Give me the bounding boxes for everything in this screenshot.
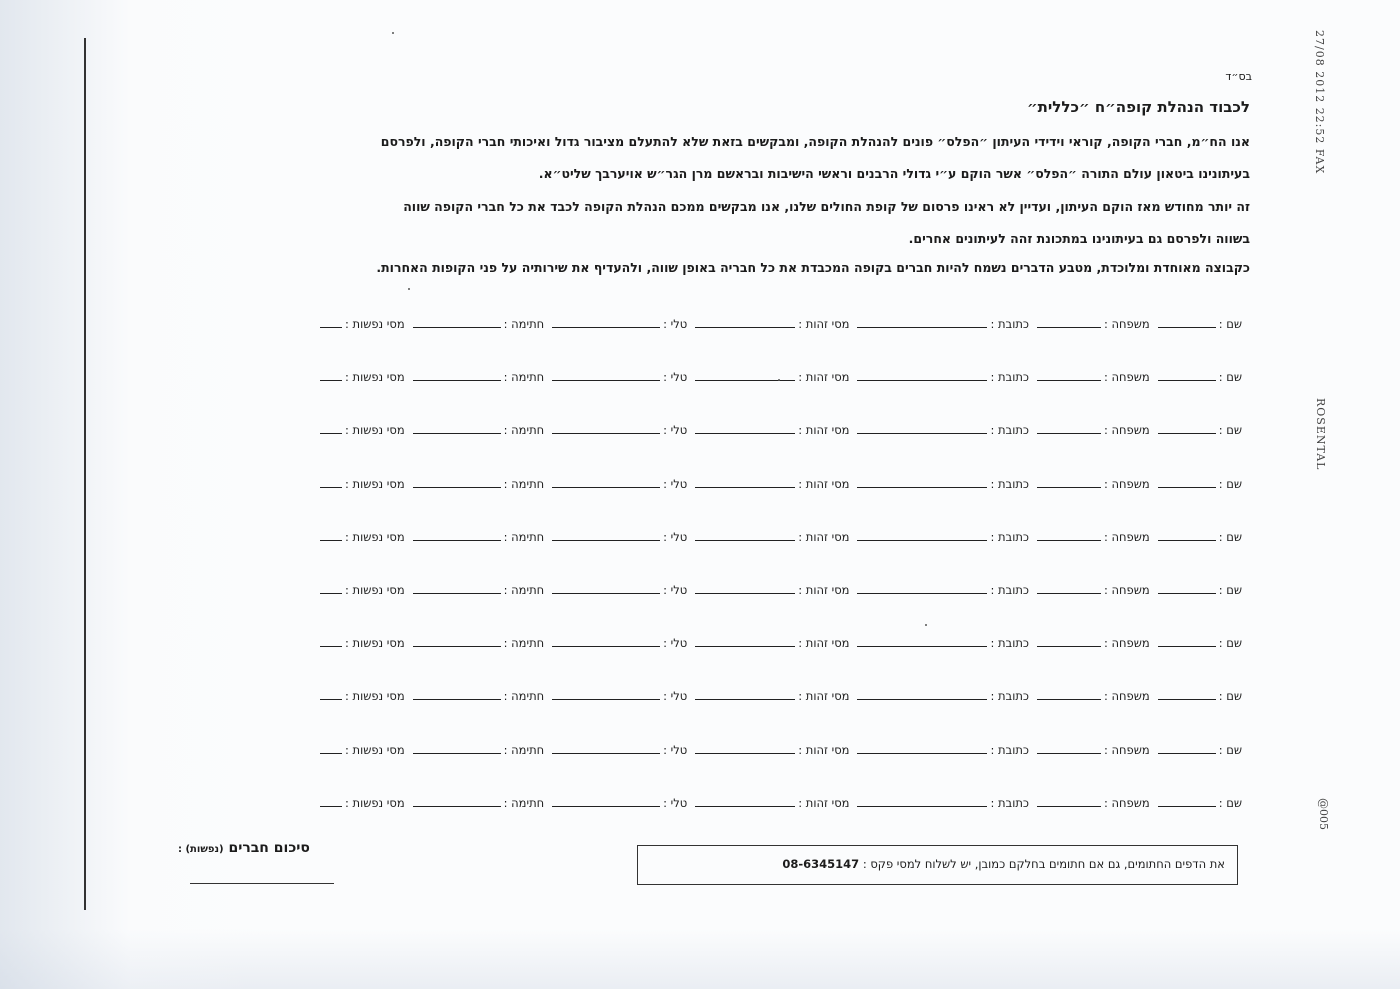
name-blank[interactable] (1158, 795, 1216, 807)
phone-blank[interactable] (552, 742, 660, 754)
fax-sender-name: ROSENTAL (1314, 398, 1327, 471)
family-label: משפחה : (1103, 423, 1150, 438)
fax-page-number: @005 (1317, 798, 1330, 830)
household-size-label: מסי נפשות : (344, 370, 405, 385)
family-field (1037, 476, 1150, 491)
summary-blank-line[interactable] (190, 883, 334, 884)
household-size-field (320, 582, 405, 597)
household-size-blank[interactable] (320, 582, 342, 594)
bsd-header: בס״ד (1225, 70, 1252, 83)
id-number-blank[interactable] (695, 422, 795, 434)
id-number-blank[interactable] (695, 795, 795, 807)
name-field (1158, 635, 1242, 650)
address-field (857, 529, 1029, 544)
family-field (1037, 795, 1150, 810)
family-label: משפחה : (1103, 636, 1150, 651)
scan-speck (925, 624, 927, 626)
form-row (142, 476, 1242, 529)
phone-field (552, 795, 687, 810)
household-size-label: מסי נפשות : (344, 423, 405, 438)
phone-label: טלי : (663, 795, 688, 810)
summary-sub: (נפשות) : (178, 844, 224, 855)
id-number-label: מסי זהות : (798, 529, 850, 544)
family-label: משפחה : (1103, 476, 1150, 491)
name-blank[interactable] (1158, 742, 1216, 754)
signature-label: חתימה : (503, 689, 545, 704)
phone-field (552, 369, 687, 384)
family-blank[interactable] (1037, 742, 1101, 754)
id-number-label: מסי זהות : (798, 317, 850, 331)
phone-blank[interactable] (552, 529, 660, 541)
family-field (1037, 635, 1150, 650)
id-number-label: מסי זהות : (798, 742, 850, 757)
address-label: כתובת : (990, 423, 1029, 438)
household-size-field (320, 369, 405, 384)
signature-label: חתימה : (503, 795, 545, 810)
binding-margin-line (84, 38, 86, 910)
id-number-label: מסי זהות : (798, 636, 850, 651)
phone-blank[interactable] (552, 369, 660, 381)
family-label: משפחה : (1103, 795, 1150, 810)
phone-label: טלי : (663, 317, 688, 331)
phone-blank[interactable] (552, 476, 660, 488)
signature-label: חתימה : (503, 742, 545, 757)
signature-label: חתימה : (503, 582, 545, 597)
phone-blank[interactable] (552, 635, 660, 647)
signature-blank[interactable] (413, 688, 501, 700)
name-label: שם : (1218, 529, 1242, 544)
letter-line-4: בשווה ולפרסם גם בעיתונינו במתכונת זהה לעיתונים אחרים. (908, 231, 1250, 246)
form-row (142, 316, 1242, 369)
family-field (1037, 742, 1150, 757)
name-field (1158, 529, 1242, 544)
address-blank[interactable] (857, 529, 987, 541)
name-label: שם : (1218, 689, 1242, 704)
name-label: שם : (1218, 423, 1242, 438)
form-row (142, 529, 1242, 582)
family-blank[interactable] (1037, 476, 1101, 488)
signature-blank[interactable] (413, 422, 501, 434)
address-blank[interactable] (857, 635, 987, 647)
id-number-field (695, 476, 849, 491)
family-field (1037, 688, 1150, 703)
address-label: כתובת : (990, 529, 1029, 544)
name-field (1158, 316, 1242, 331)
address-label: כתובת : (990, 689, 1029, 704)
signature-field (413, 369, 545, 384)
household-size-field (320, 688, 405, 703)
name-label: שם : (1218, 317, 1242, 331)
id-number-label: מסי זהות : (798, 423, 850, 438)
household-size-label: מסי נפשות : (344, 582, 405, 597)
address-field (857, 635, 1029, 650)
id-number-field (695, 369, 849, 384)
address-label: כתובת : (990, 742, 1029, 757)
family-field (1037, 316, 1150, 331)
address-blank[interactable] (857, 476, 987, 488)
form-row (142, 582, 1242, 635)
scan-speck (408, 288, 410, 290)
address-blank[interactable] (857, 582, 987, 594)
signature-field (413, 529, 545, 544)
name-blank[interactable] (1158, 688, 1216, 700)
family-blank[interactable] (1037, 369, 1101, 381)
phone-field (552, 688, 687, 703)
address-blank[interactable] (857, 422, 987, 434)
phone-field (552, 422, 687, 437)
name-label: שם : (1218, 795, 1242, 810)
household-size-field (320, 529, 405, 544)
household-size-blank[interactable] (320, 795, 342, 807)
signature-field (413, 742, 545, 757)
address-label: כתובת : (990, 582, 1029, 597)
address-label: כתובת : (990, 317, 1029, 331)
id-number-label: מסי זהות : (798, 370, 850, 385)
family-label: משפחה : (1103, 742, 1150, 757)
household-size-field (320, 422, 405, 437)
address-blank[interactable] (857, 316, 987, 328)
name-field (1158, 795, 1242, 810)
family-blank[interactable] (1037, 316, 1101, 328)
household-size-blank[interactable] (320, 422, 342, 434)
phone-field (552, 316, 687, 331)
household-size-field (320, 476, 405, 491)
address-field (857, 795, 1029, 810)
form-row (142, 742, 1242, 795)
phone-label: טלי : (663, 423, 688, 438)
phone-field (552, 476, 687, 491)
household-size-label: מסי נפשות : (344, 742, 405, 757)
household-size-blank[interactable] (320, 476, 342, 488)
summary-title: סיכום חברים (228, 840, 310, 856)
signature-field (413, 795, 545, 810)
phone-blank[interactable] (552, 582, 660, 594)
signature-blank[interactable] (413, 369, 501, 381)
form-row (142, 688, 1242, 741)
signature-label: חתימה : (503, 317, 545, 331)
household-size-blank[interactable] (320, 688, 342, 700)
name-blank[interactable] (1158, 529, 1216, 541)
signature-blank[interactable] (413, 582, 501, 594)
name-field (1158, 582, 1242, 597)
household-size-blank[interactable] (320, 529, 342, 541)
signature-field (413, 316, 545, 331)
id-number-field (695, 422, 849, 437)
family-blank[interactable] (1037, 582, 1101, 594)
family-field (1037, 422, 1150, 437)
family-blank[interactable] (1037, 529, 1101, 541)
household-size-label: מסי נפשות : (344, 317, 405, 331)
id-number-label: מסי זהות : (798, 689, 850, 704)
household-size-field (320, 316, 405, 331)
id-number-field (695, 688, 849, 703)
household-size-field (320, 795, 405, 810)
name-blank[interactable] (1158, 635, 1216, 647)
household-size-label: מסי נפשות : (344, 529, 405, 544)
name-blank[interactable] (1158, 422, 1216, 434)
address-blank[interactable] (857, 742, 987, 754)
family-label: משפחה : (1103, 529, 1150, 544)
letter-line-5: כקבוצה מאוחדת ומלוכדת, מטבע הדברים נשמח להיות חברים בקופה המכבדת את כל חבריה באופן שווה, ולהעדיף את שירותיה על פני הקופות האחרות. (376, 260, 1250, 275)
phone-field (552, 529, 687, 544)
letter-line-2: בעיתונינו ביטאון עולם התורה ״הפלס״ אשר הוקם ע״י גדולי הרבנים וראשי הישיבות ובראשם מרן הגר״ש אויערבך שליט״א. (538, 166, 1250, 181)
phone-blank[interactable] (552, 688, 660, 700)
signature-blank[interactable] (413, 316, 501, 328)
phone-blank[interactable] (552, 422, 660, 434)
signature-blank[interactable] (413, 742, 501, 754)
name-label: שם : (1218, 476, 1242, 491)
id-number-blank[interactable] (695, 529, 795, 541)
signature-label: חתימה : (503, 529, 545, 544)
name-field (1158, 369, 1242, 384)
signature-label: חתימה : (503, 476, 545, 491)
family-blank[interactable] (1037, 795, 1101, 807)
family-blank[interactable] (1037, 635, 1101, 647)
signature-blank[interactable] (413, 529, 501, 541)
fax-timestamp-header: 27/08 2012 22:52 FAX (1313, 30, 1326, 175)
address-label: כתובת : (990, 370, 1029, 385)
name-label: שם : (1218, 582, 1242, 597)
scan-speck (392, 32, 394, 34)
name-blank[interactable] (1158, 476, 1216, 488)
household-size-label: מסי נפשות : (344, 689, 405, 704)
fax-instructions-box (637, 845, 1238, 885)
form-row (142, 369, 1242, 422)
name-label: שם : (1218, 742, 1242, 757)
signature-blank[interactable] (413, 635, 501, 647)
address-blank[interactable] (857, 795, 987, 807)
phone-blank[interactable] (552, 795, 660, 807)
family-field (1037, 529, 1150, 544)
family-label: משפחה : (1103, 582, 1150, 597)
phone-label: טלי : (663, 636, 688, 651)
fax-number: 08-6345147 (782, 857, 860, 871)
id-number-blank[interactable] (695, 476, 795, 488)
phone-label: טלי : (663, 476, 688, 491)
phone-label: טלי : (663, 742, 688, 757)
address-field (857, 582, 1029, 597)
address-label: כתובת : (990, 795, 1029, 810)
id-number-label: מסי זהות : (798, 476, 850, 491)
signature-field (413, 476, 545, 491)
family-field (1037, 369, 1150, 384)
letter-line-1: אנו הח״מ, חברי הקופה, קוראי וידידי העיתון ״הפלס״ פונים להנהלת הקופה, ומבקשים בזאת שלא להתעלם מציבור גדול ואיכותי חברי הקופה, ולפרסם (380, 134, 1250, 149)
name-field (1158, 422, 1242, 437)
address-field (857, 742, 1029, 757)
id-number-blank[interactable] (695, 582, 795, 594)
form-row (142, 635, 1242, 688)
name-blank[interactable] (1158, 316, 1216, 328)
address-field (857, 476, 1029, 491)
signature-field (413, 582, 545, 597)
name-label: שם : (1218, 370, 1242, 385)
phone-label: טלי : (663, 689, 688, 704)
address-label: כתובת : (990, 476, 1029, 491)
signature-form-rows (142, 316, 1242, 848)
form-row (142, 422, 1242, 475)
name-field (1158, 476, 1242, 491)
address-field (857, 422, 1029, 437)
letter-line-3: זה יותר מחודש מאז הוקם העיתון, ועדיין לא ראינו פרסום של קופת החולים שלנו, אנו מבקשים ממכם הנהלת הקופה לכבד את כל חברי הקופה שווה (403, 199, 1250, 214)
address-field (857, 316, 1029, 331)
household-size-blank[interactable] (320, 635, 342, 647)
signature-label: חתימה : (503, 423, 545, 438)
id-number-blank[interactable] (695, 688, 795, 700)
members-summary-label (178, 840, 310, 856)
household-size-blank[interactable] (320, 369, 342, 381)
family-label: משפחה : (1103, 689, 1150, 704)
id-number-blank[interactable] (695, 742, 795, 754)
family-field (1037, 582, 1150, 597)
household-size-label: מסי נפשות : (344, 636, 405, 651)
id-number-field (695, 529, 849, 544)
id-number-field (695, 795, 849, 810)
id-number-label: מסי זהות : (798, 795, 850, 810)
household-size-blank[interactable] (320, 316, 342, 328)
id-number-field (695, 635, 849, 650)
family-label: משפחה : (1103, 370, 1150, 385)
household-size-label: מסי נפשות : (344, 476, 405, 491)
id-number-field (695, 742, 849, 757)
phone-label: טלי : (663, 582, 688, 597)
name-blank[interactable] (1158, 582, 1216, 594)
id-number-blank[interactable] (695, 316, 795, 328)
address-blank[interactable] (857, 688, 987, 700)
phone-label: טלי : (663, 370, 688, 385)
id-number-label: מסי זהות : (798, 582, 850, 597)
signature-field (413, 422, 545, 437)
fax-instructions-text: את הדפים החתומים, גם אם חתומים בחלקם כמובן, יש לשלוח למסי פקס : (862, 857, 1225, 871)
family-blank[interactable] (1037, 422, 1101, 434)
name-blank[interactable] (1158, 369, 1216, 381)
phone-field (552, 582, 687, 597)
name-field (1158, 688, 1242, 703)
household-size-field (320, 635, 405, 650)
address-blank[interactable] (857, 369, 987, 381)
family-label: משפחה : (1103, 317, 1150, 331)
name-field (1158, 742, 1242, 757)
letter-addressee: לכבוד הנהלת קופה״ח ״כללית״ (1026, 98, 1250, 116)
address-label: כתובת : (990, 636, 1029, 651)
signature-label: חתימה : (503, 370, 545, 385)
household-size-field (320, 742, 405, 757)
name-label: שם : (1218, 636, 1242, 651)
id-number-field (695, 316, 849, 331)
scan-speck (778, 379, 780, 381)
family-blank[interactable] (1037, 688, 1101, 700)
address-field (857, 369, 1029, 384)
id-number-blank[interactable] (695, 635, 795, 647)
address-field (857, 688, 1029, 703)
id-number-field (695, 582, 849, 597)
signature-field (413, 688, 545, 703)
signature-blank[interactable] (413, 795, 501, 807)
household-size-label: מסי נפשות : (344, 795, 405, 810)
phone-blank[interactable] (552, 316, 660, 328)
signature-field (413, 635, 545, 650)
id-number-blank[interactable] (695, 369, 795, 381)
phone-field (552, 742, 687, 757)
phone-label: טלי : (663, 529, 688, 544)
household-size-blank[interactable] (320, 742, 342, 754)
phone-field (552, 635, 687, 650)
signature-blank[interactable] (413, 476, 501, 488)
signature-label: חתימה : (503, 636, 545, 651)
